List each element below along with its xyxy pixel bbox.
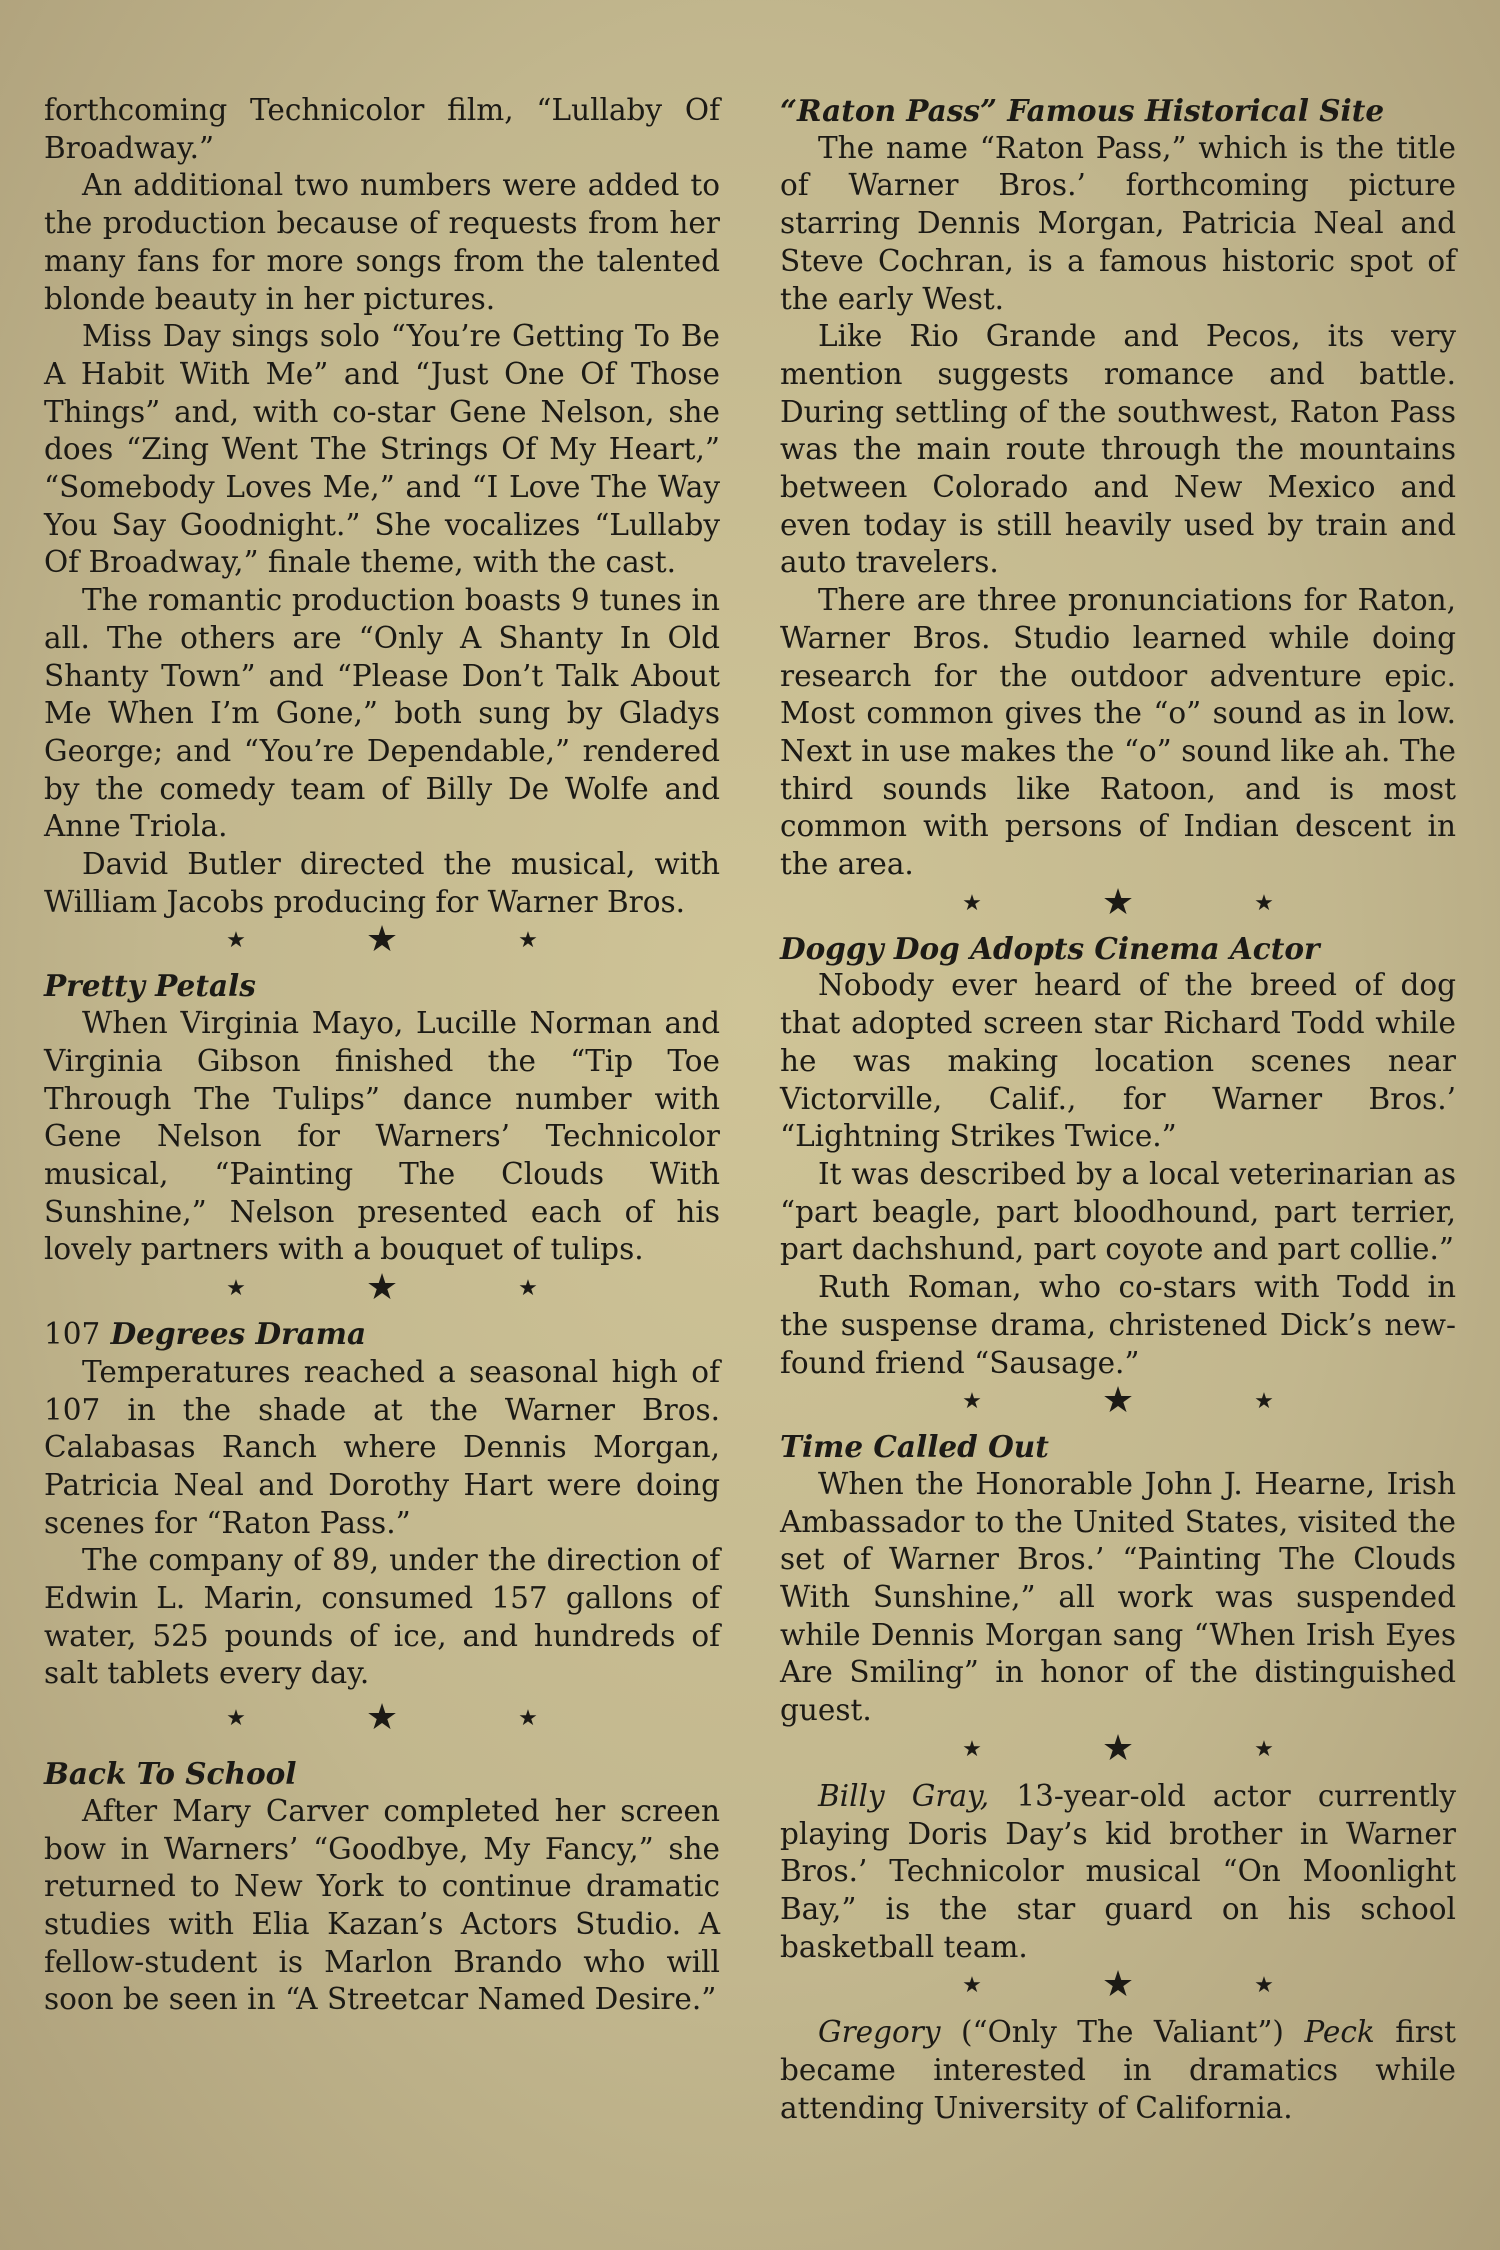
article-paragraph: When Virginia Mayo, Lucille Norman and Virginia Gibson finished the “Tip Toe Through The Tulips” dance number with Gene Nelson for Warners’ Technicolor musical, “Painting The Clouds With Sunshine,” Nelson presented each of his lovely partners with a bouquet of tulips. xyxy=(44,1006,720,1267)
name-lead: Billy Gray, xyxy=(818,1778,990,1813)
article-continuation: forthcoming Technicolor film, “Lullaby Of Broadway.” xyxy=(44,93,720,165)
article-paragraph-billy-gray xyxy=(780,1778,1456,1967)
star-icon: ★ xyxy=(962,890,982,916)
article-paragraph: The romantic production boasts 9 tunes in all. The others are “Only A Shanty In Old Shanty Town” and “Please Don’t Talk About Me When I’m Gone,” both sung by Gladys George; and “You’re Dependable,” rendered by the comedy team of Billy De Wolfe and Anne Triola. xyxy=(44,583,720,844)
star-divider xyxy=(780,1966,1456,2004)
star-divider xyxy=(780,881,1456,923)
name-lead: Peck xyxy=(1304,2015,1375,2050)
section-heading-raton-pass: “Raton Pass” Famous Historical Site xyxy=(780,93,1385,128)
star-divider xyxy=(780,1727,1456,1769)
star-divider xyxy=(44,921,720,959)
article-paragraph: An additional two numbers were added to the production because of requests from her many fans for more songs from the talented blonde beauty in her pictures. xyxy=(44,168,720,316)
paragraph-text: 13-year-old actor currently playing Doris Day’s kid brother in Warner Bros.’ Technicolor musical “On Moonlight Bay,” is the star guard on his school basketball team. xyxy=(780,1778,1456,1964)
star-icon: ★ xyxy=(518,1276,538,1302)
star-divider xyxy=(780,1382,1456,1420)
star-icon: ★ xyxy=(1101,1964,1135,2006)
left-column xyxy=(44,92,720,2019)
star-icon: ★ xyxy=(365,1697,399,1739)
article-paragraph: After Mary Carver completed her screen bow in Warners’ “Goodbye, My Fancy,” she returned to New York to continue dramatic studies with Elia Kazan’s Actors Studio. A fellow-student is Marlon Brando who will soon be seen in “A Streetcar Named Desire.” xyxy=(44,1793,720,2017)
star-icon: ★ xyxy=(365,1267,399,1309)
section-heading-doggy-dog: Doggy Dog Adopts Cinema Actor xyxy=(780,930,1320,966)
article-paragraph: It was described by a local veterinarian as “part beagle, part bloodhound, part terrier, part dachshund, part coyote and part collie.” xyxy=(780,1156,1456,1267)
article-paragraph: There are three pronunciations for Raton, Warner Bros. Studio learned while doing research for the outdoor adventure epic. Most common gives the “o” sound as in low. Next in use makes the “o” sound like ah. The third sounds like Ratoon, and is most common with persons of Indian descent in the area. xyxy=(780,583,1456,882)
star-icon: ★ xyxy=(226,928,246,954)
star-icon: ★ xyxy=(518,1706,538,1732)
star-icon: ★ xyxy=(1254,890,1274,916)
name-lead: Gregory xyxy=(818,2015,941,2050)
star-icon: ★ xyxy=(226,1706,246,1732)
star-icon: ★ xyxy=(1101,1727,1135,1769)
article-paragraph: Temperatures reached a seasonal high of 107 in the shade at the Warner Bros. Calabasas Ranch where Dennis Morgan, Patricia Neal and Dorothy Hart were doing scenes for “Raton Pass.” xyxy=(44,1354,720,1540)
article-paragraph: Nobody ever heard of the breed of dog that adopted screen star Richard Todd while he was making location scenes near Victorville, Calif., for Warner Bros.’ “Lightning Strikes Twice.” xyxy=(780,968,1456,1154)
paragraph-text: first became interested in dramatics while attending University of California. xyxy=(780,2015,1456,2125)
heading-number: 107 xyxy=(44,1317,101,1352)
right-column xyxy=(780,92,1456,2127)
article-paragraph: When the Honorable John J. Hearne, Irish Ambassador to the United States, visited the set of Warner Bros.’ “Painting The Clouds With Sunshine,” all work was suspended while Dennis Morgan sang “When Irish Eyes Are Smiling” in honor of the distinguished guest. xyxy=(780,1466,1456,1728)
film-title: (“Only The Valiant”) xyxy=(960,2015,1284,2050)
heading-text: Degrees Drama xyxy=(110,1316,367,1352)
star-icon: ★ xyxy=(365,919,399,961)
section-heading-107-degrees xyxy=(44,1315,720,1354)
star-icon: ★ xyxy=(1254,1736,1274,1762)
section-heading-time-called-out: Time Called Out xyxy=(780,1429,1049,1465)
star-divider xyxy=(44,1269,720,1307)
article-paragraph-gregory-peck xyxy=(780,2014,1456,2127)
article-paragraph: Miss Day sings solo “You’re Getting To Be A Habit With Me” and “Just One Of Those Things” and, with co-star Gene Nelson, she does “Zing Went The Strings Of My Heart,” “Somebody Loves Me,” and “I Love The Way You Say Goodnight.” She vocalizes “Lullaby Of Broadway,” finale theme, with the cast. xyxy=(44,319,720,580)
star-icon: ★ xyxy=(1101,1380,1135,1422)
article-paragraph: The company of 89, under the direction of Edwin L. Marin, consumed 157 gallons of water, 525 pounds of ice, and hundreds of salt tablets every day. xyxy=(44,1543,720,1691)
article-paragraph: Like Rio Grande and Pecos, its very mention suggests romance and battle. During settling of the southwest, Raton Pass was the main route through the mountains between Colorado and New Mexico and even today is still heavily used by train and auto travelers. xyxy=(780,319,1456,580)
article-paragraph: The name “Raton Pass,” which is the title of Warner Bros.’ forthcoming picture starring Dennis Morgan, Patricia Neal and Steve Cochran, is a famous historic spot of the early West. xyxy=(780,130,1456,316)
star-icon: ★ xyxy=(962,1389,982,1415)
star-icon: ★ xyxy=(962,1973,982,1999)
star-icon: ★ xyxy=(1254,1973,1274,1999)
article-paragraph: David Butler directed the musical, with William Jacobs producing for Warner Bros. xyxy=(44,847,720,919)
star-icon: ★ xyxy=(1101,881,1135,923)
star-icon: ★ xyxy=(1254,1389,1274,1415)
section-heading-back-to-school: Back To School xyxy=(44,1756,297,1792)
article-paragraph: Ruth Roman, who co-stars with Todd in the suspense drama, christened Dick’s new-found friend “Sausage.” xyxy=(780,1270,1456,1380)
star-icon: ★ xyxy=(518,928,538,954)
section-heading-pretty-petals: Pretty Petals xyxy=(44,968,256,1004)
star-icon: ★ xyxy=(226,1276,246,1302)
star-icon: ★ xyxy=(962,1736,982,1762)
star-divider xyxy=(44,1699,720,1737)
